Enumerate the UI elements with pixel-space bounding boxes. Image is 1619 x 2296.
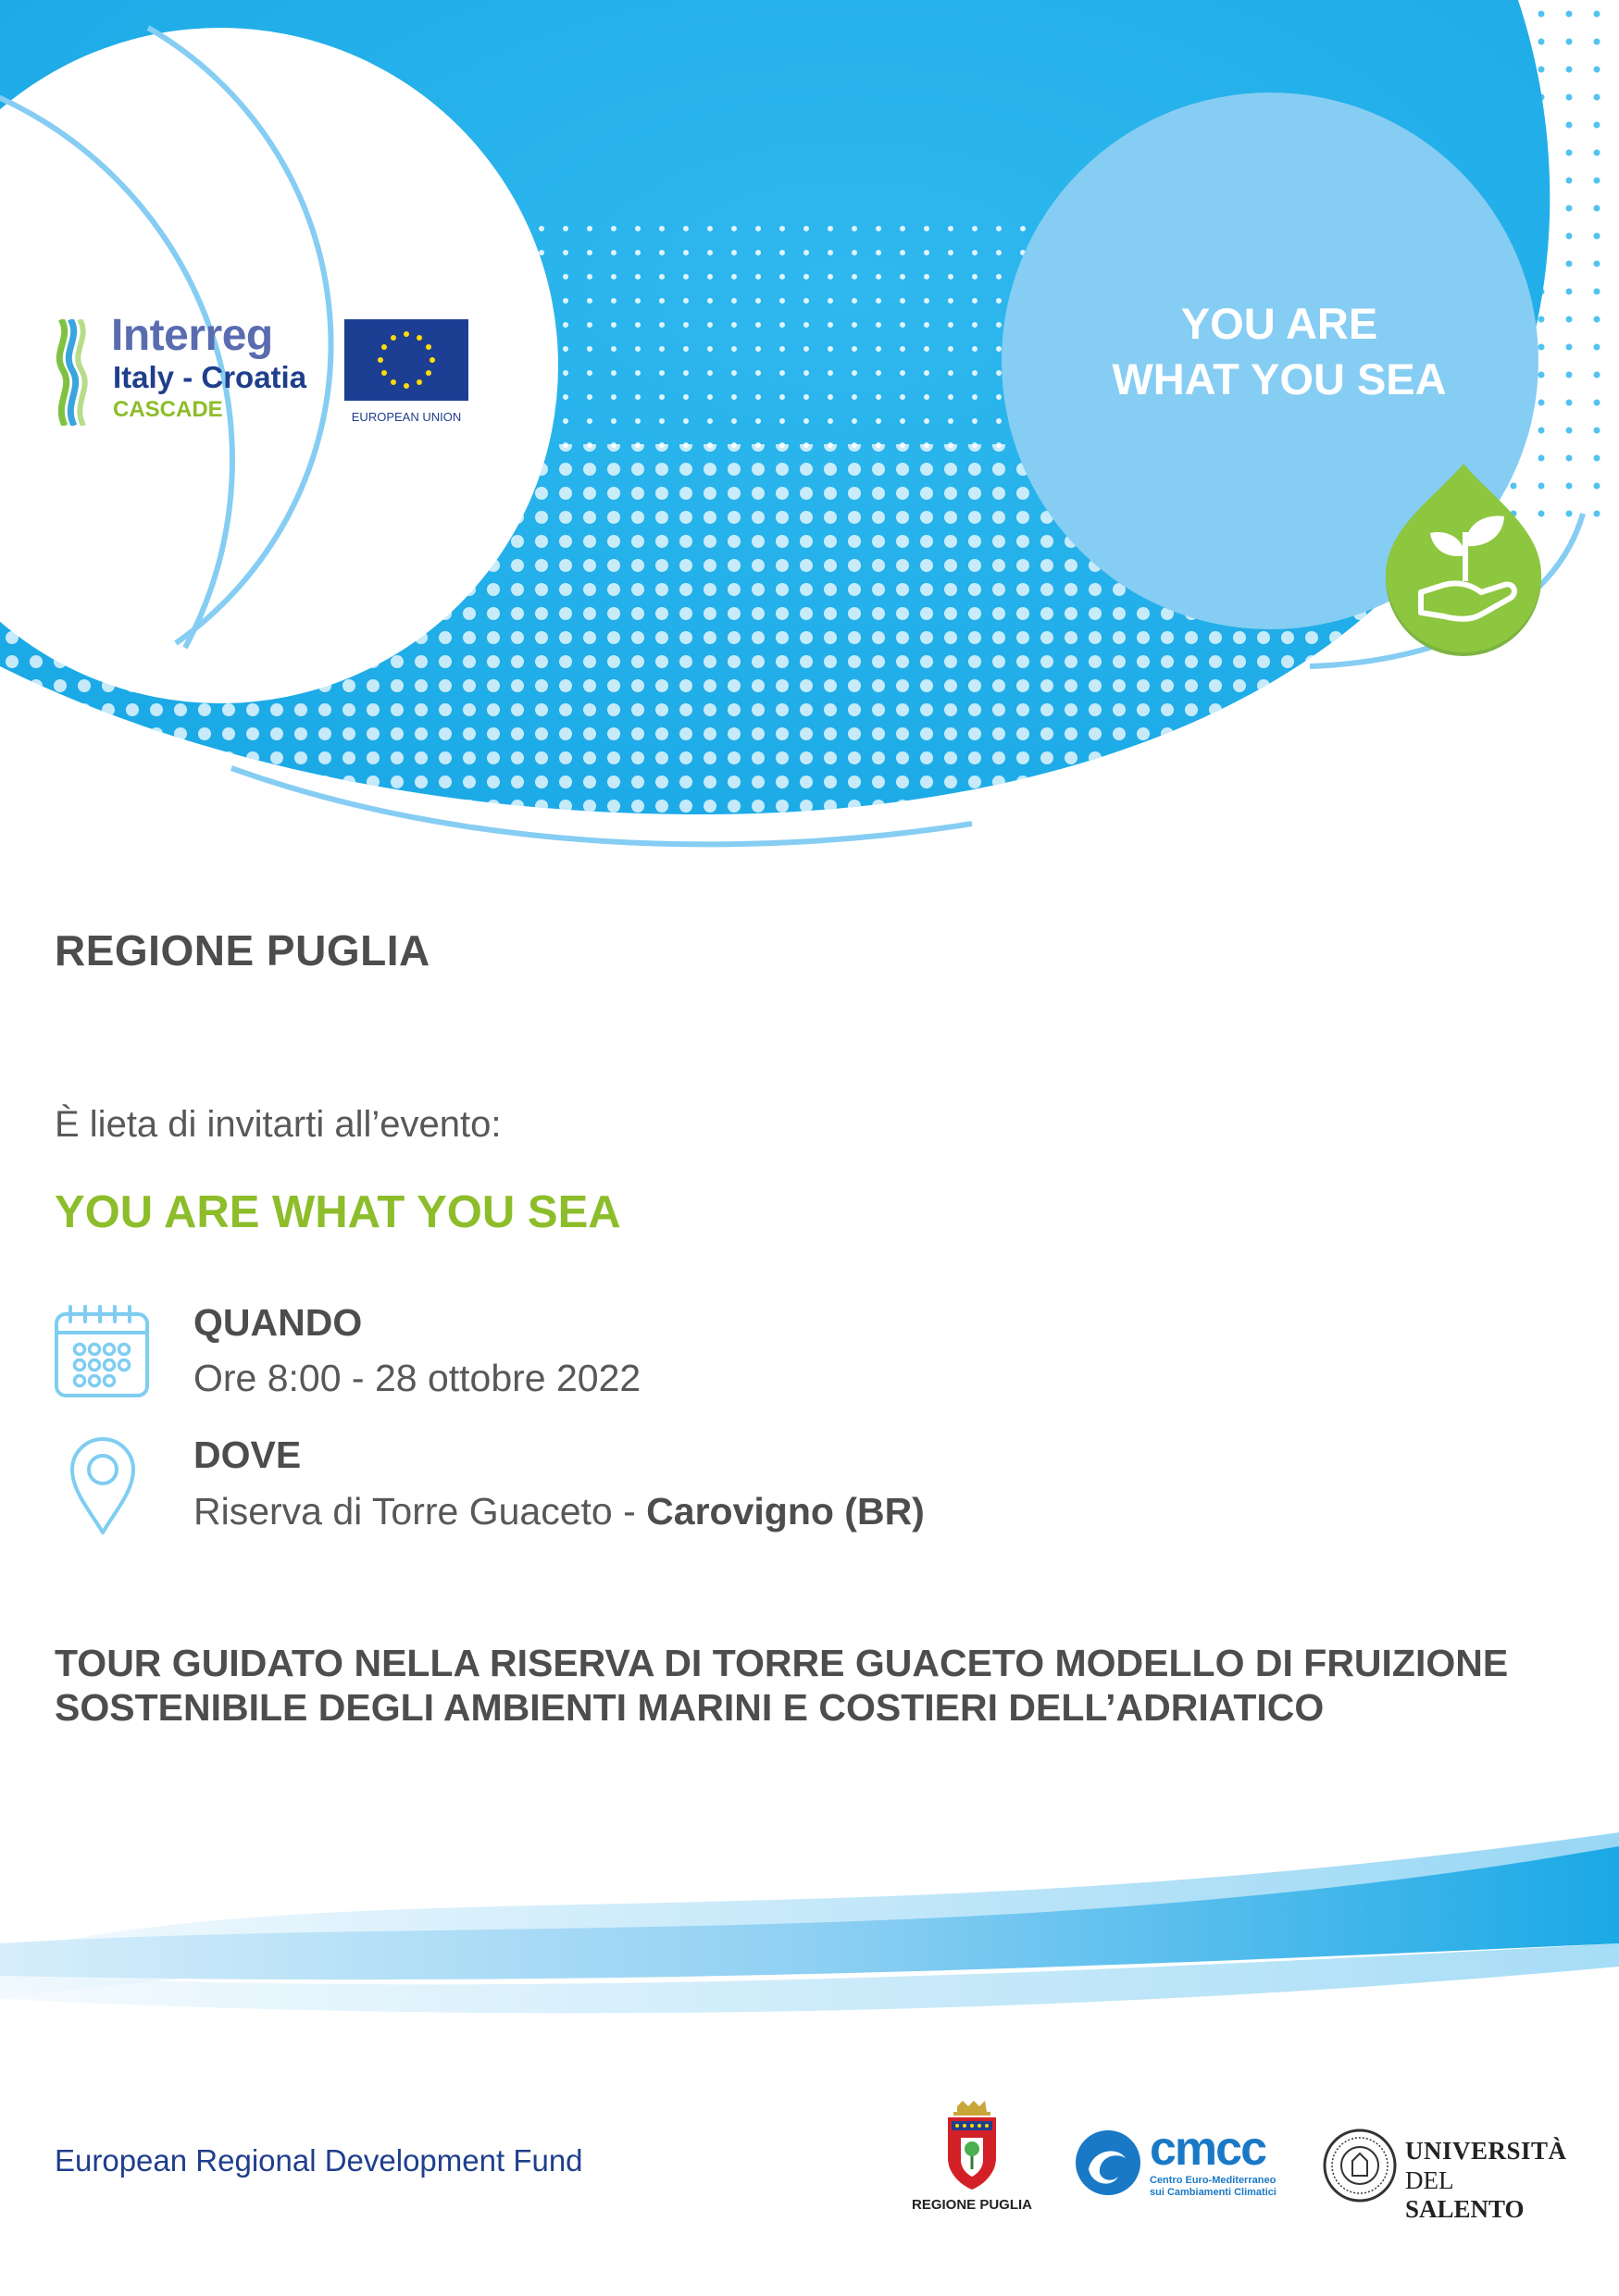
organizer-heading: REGIONE PUGLIA bbox=[55, 926, 430, 974]
unisalento-logo bbox=[1322, 2126, 1572, 2223]
eu-stars-icon bbox=[344, 319, 468, 401]
unisalento-del: DEL bbox=[1405, 2166, 1453, 2194]
location-pin-icon bbox=[68, 1434, 137, 1536]
when-value: Ore 8:00 - 28 ottobre 2022 bbox=[193, 1357, 641, 1399]
unisalento-line-1: UNIVERSITÀ bbox=[1405, 2137, 1567, 2165]
bottom-wave bbox=[0, 1814, 1619, 2036]
interreg-wave-icon bbox=[52, 319, 89, 426]
cmcc-name-line-1: Centro Euro-Mediterraneo bbox=[1150, 2175, 1277, 2186]
invite-text: È lieta di invitarti all’evento: bbox=[55, 1104, 502, 1145]
calendar-icon bbox=[54, 1303, 150, 1399]
cmcc-wordmark: cmcc bbox=[1150, 2122, 1265, 2176]
unisalento-line-2 bbox=[1405, 2166, 1572, 2224]
cmcc-swirl-icon bbox=[1074, 2128, 1142, 2197]
erdf-text: European Regional Development Fund bbox=[55, 2143, 583, 2178]
eu-flag bbox=[344, 319, 468, 401]
where-value bbox=[193, 1490, 925, 1533]
tour-line-2: SOSTENIBILE DEGLI AMBIENTI MARINI E COSTIERI DELL’ADRIATICO bbox=[55, 1686, 1325, 1729]
where-label: DOVE bbox=[193, 1433, 302, 1476]
unisalento-salento: SALENTO bbox=[1405, 2195, 1525, 2223]
when-label: QUANDO bbox=[193, 1301, 363, 1344]
regione-puglia-crest-icon bbox=[907, 2101, 1037, 2193]
interreg-brand: Interreg bbox=[111, 311, 273, 360]
slogan-line-1: YOU ARE bbox=[1180, 299, 1378, 348]
interreg-logo bbox=[52, 311, 478, 428]
tour-description bbox=[55, 1641, 1573, 1730]
slogan-line-2: WHAT YOU SEA bbox=[1112, 354, 1447, 403]
where-value-place: Riserva di Torre Guaceto - bbox=[193, 1490, 647, 1533]
event-title: YOU ARE WHAT YOU SEA bbox=[55, 1187, 621, 1237]
unisalento-seal-icon bbox=[1322, 2128, 1398, 2203]
header-banner bbox=[0, 0, 1619, 870]
slogan bbox=[1085, 296, 1474, 407]
cmcc-name-line-2: sui Cambiamenti Climatici bbox=[1150, 2187, 1277, 2198]
interreg-program: Italy - Croatia bbox=[113, 360, 307, 394]
where-value-town: Carovigno (BR) bbox=[646, 1490, 925, 1533]
regione-puglia-logo bbox=[907, 2101, 1037, 2230]
tour-line-1: TOUR GUIDATO NELLA RISERVA DI TORRE GUACETO MODELLO DI FRUIZIONE bbox=[55, 1642, 1509, 1684]
cmcc-logo bbox=[1074, 2122, 1291, 2201]
eu-label: EUROPEAN UNION bbox=[351, 410, 462, 424]
interreg-project: CASCADE bbox=[113, 397, 223, 422]
regione-puglia-label: REGIONE PUGLIA bbox=[911, 2197, 1032, 2213]
